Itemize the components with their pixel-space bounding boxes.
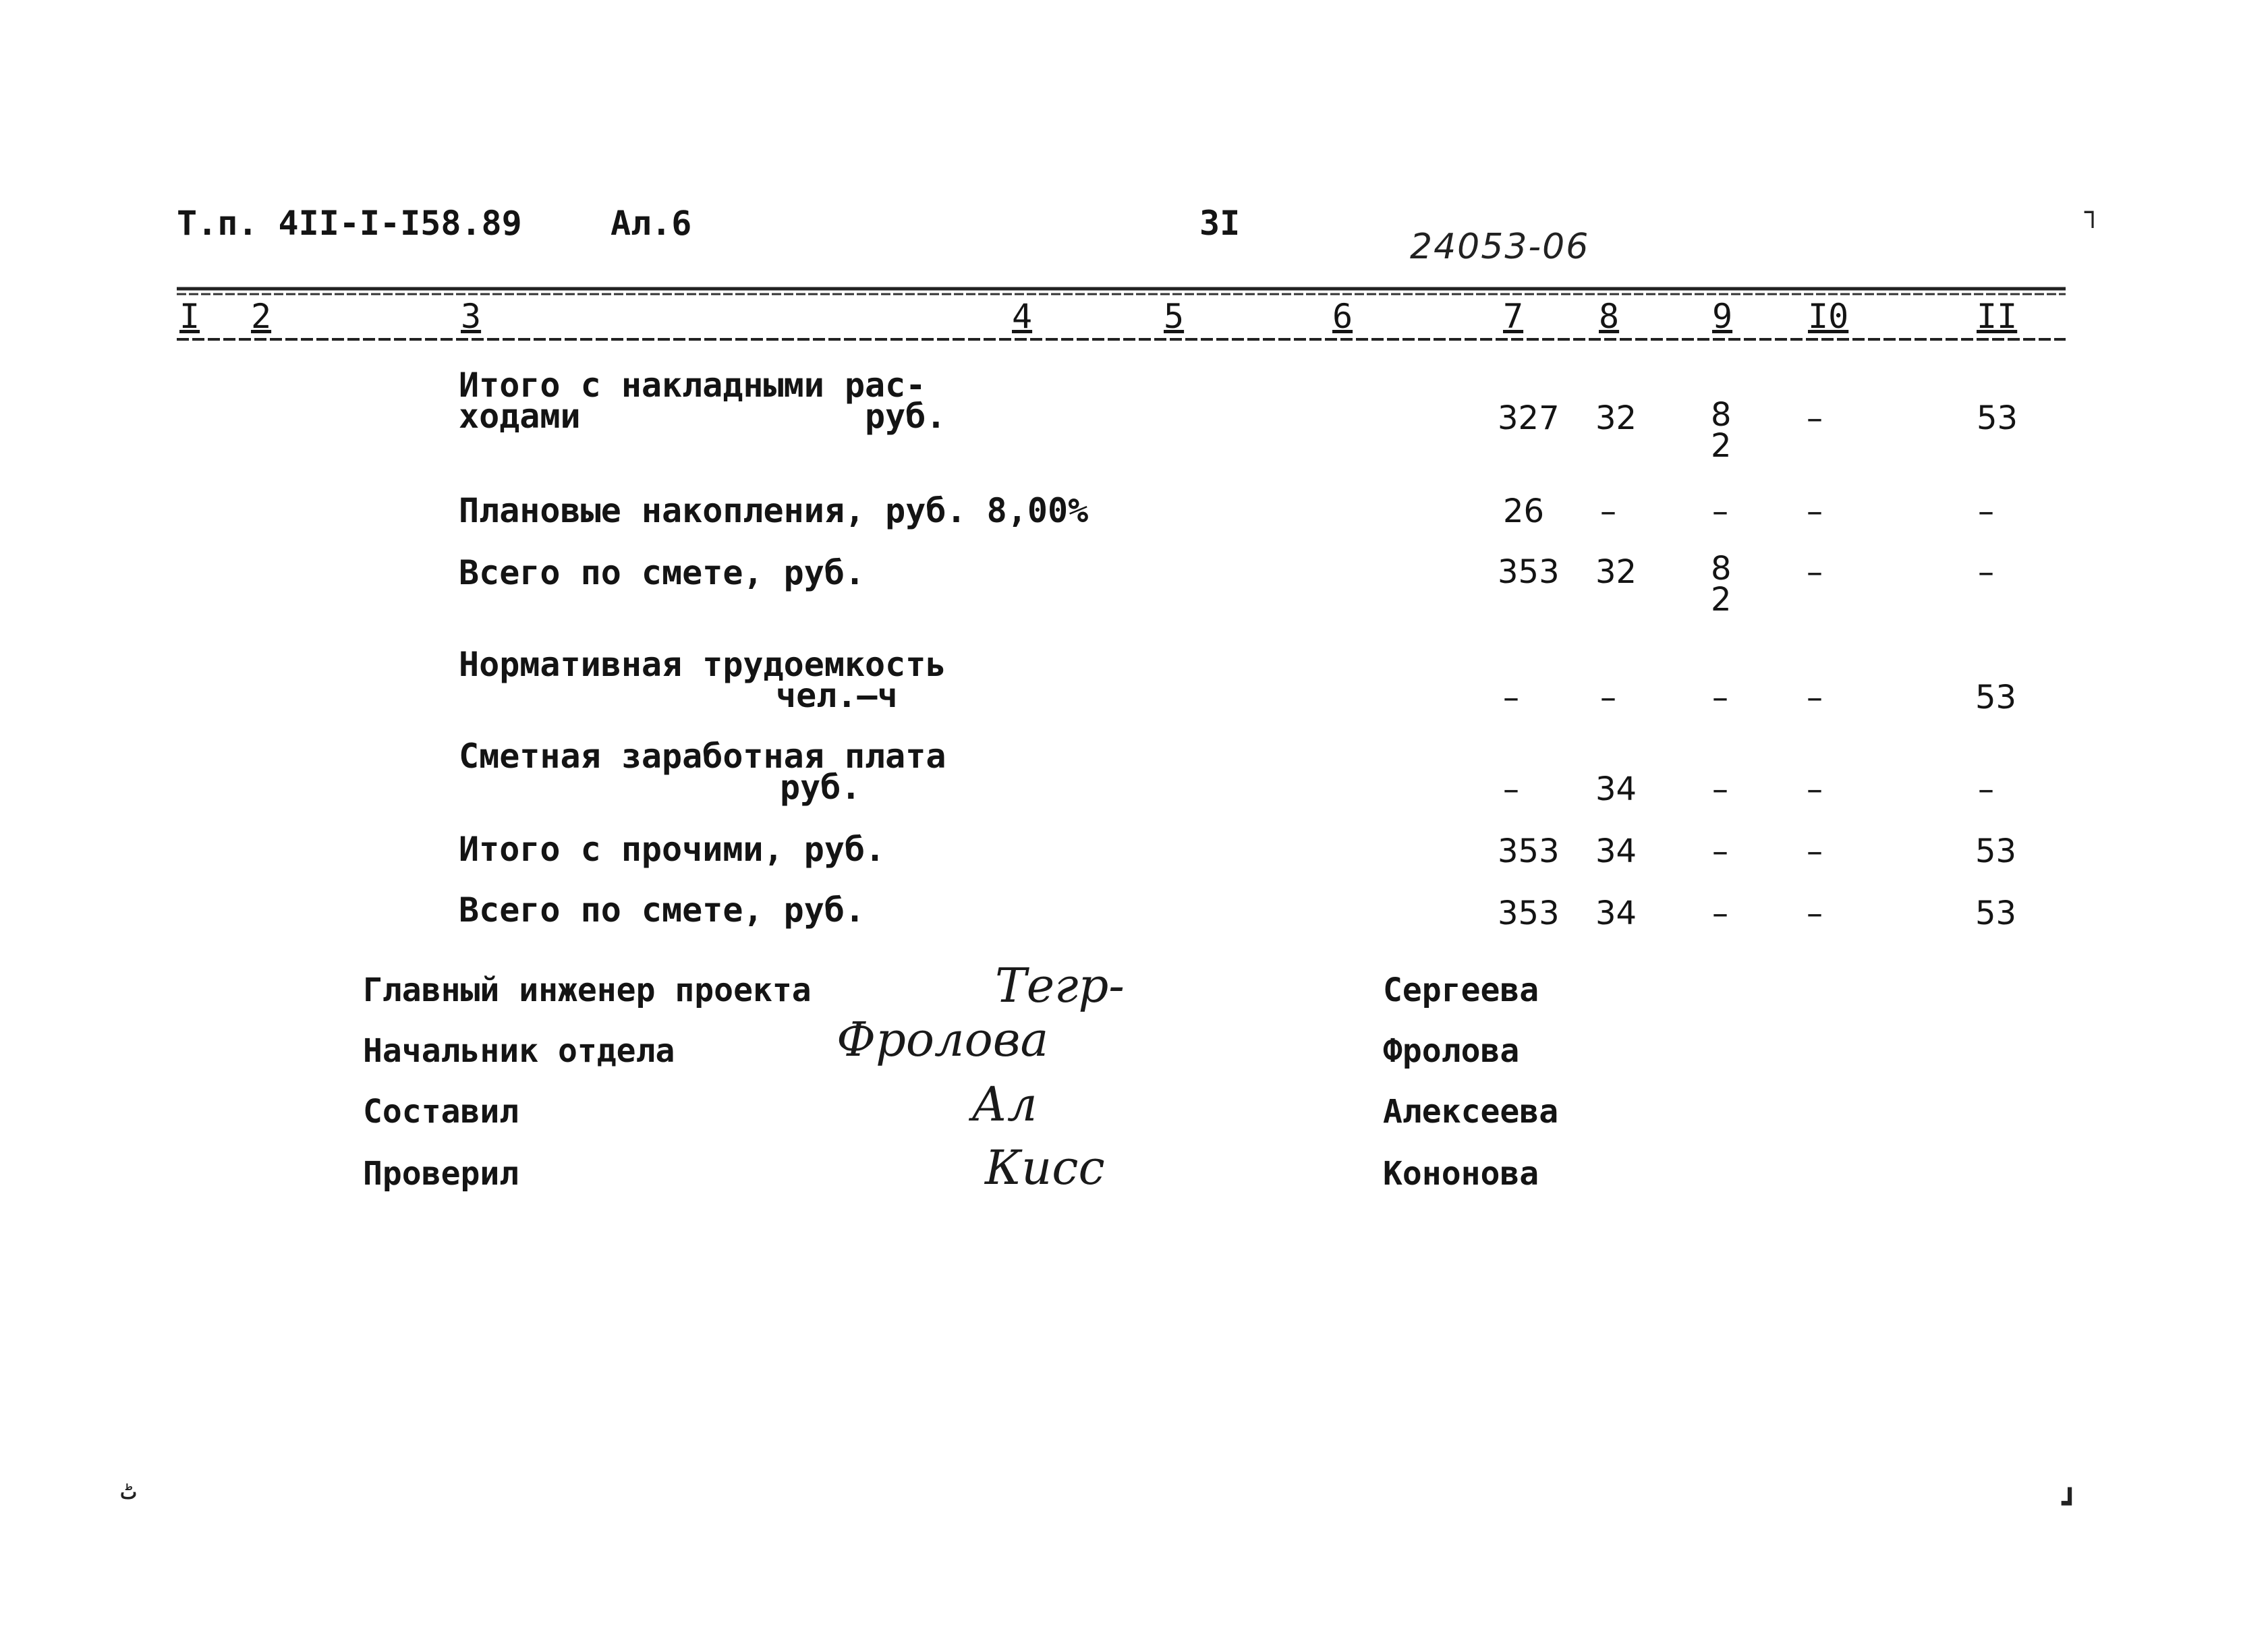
cell-col9: – — [1712, 679, 1728, 716]
cell-col11: 53 — [1975, 832, 2017, 870]
signature-image: Кисс — [985, 1140, 1105, 1195]
signature-image: Тегр- — [995, 958, 1125, 1013]
cell-col7: 327 — [1498, 399, 1560, 437]
cell-col7: – — [1503, 770, 1519, 808]
column-number: 8 — [1599, 297, 1620, 336]
cell-col8: 32 — [1595, 553, 1637, 591]
row-label-line: Плановые накопления, руб. 8,00% — [459, 491, 1089, 530]
row-label — [459, 890, 866, 930]
row-label-line: Всего по смете, руб. — [459, 553, 866, 592]
cell-col10: – — [1807, 399, 1823, 437]
cell-col9-top: 8 — [1711, 396, 1732, 434]
corner-mark-icon: ┐ — [2085, 197, 2101, 228]
cell-col9: – — [1712, 895, 1728, 932]
signer-role: Проверил — [363, 1155, 519, 1193]
signer-name: Сергеева — [1383, 971, 1539, 1009]
cell-col9 — [1711, 396, 1732, 465]
header-rule-bottom — [177, 333, 2066, 347]
corner-mark-icon: ٹ — [120, 1475, 137, 1506]
column-number: 5 — [1164, 297, 1185, 336]
page-number: 3I — [1199, 204, 1241, 243]
cell-col8: 34 — [1595, 832, 1637, 870]
signer-role: Главный инженер проекта — [363, 971, 812, 1009]
cell-col7: 353 — [1498, 895, 1560, 932]
cell-col9: – — [1712, 492, 1728, 530]
cell-col11: – — [1978, 492, 1994, 530]
cell-col7: 26 — [1503, 492, 1545, 530]
cell-col8: 32 — [1595, 399, 1637, 437]
column-number: II — [1977, 297, 2018, 336]
column-number: 9 — [1712, 297, 1733, 336]
cell-col11: 53 — [1977, 399, 2018, 437]
column-number: 3 — [461, 297, 482, 336]
column-number: 2 — [251, 297, 272, 336]
corner-mark-icon: ┛ — [2062, 1488, 2078, 1519]
signer-role: Начальник отдела — [363, 1032, 675, 1070]
cell-col8: 34 — [1595, 770, 1637, 808]
project-code: Т.п. 4II-I-I58.89 — [177, 204, 522, 243]
cell-col8: 34 — [1595, 895, 1637, 932]
cell-col11: 53 — [1975, 895, 2017, 932]
row-label — [459, 737, 946, 807]
cell-col10: – — [1807, 492, 1823, 530]
column-number: I — [179, 297, 200, 336]
row-label-line: Сметная заработная плата — [459, 737, 946, 776]
cell-col7: 353 — [1498, 553, 1560, 591]
cell-col9-bottom: 2 — [1711, 427, 1732, 465]
album-number: Ал.6 — [611, 204, 692, 243]
handwritten-number: 24053-06 — [1410, 227, 1590, 267]
signer-name: Алексеева — [1383, 1093, 1559, 1131]
cell-col8: – — [1600, 492, 1616, 530]
cell-col11: – — [1978, 553, 1994, 591]
cell-col7: 353 — [1498, 832, 1560, 870]
cell-col10: – — [1807, 832, 1823, 870]
signature-image: Фролова — [837, 1012, 1049, 1067]
row-label-line: Нормативная трудоемкость — [459, 645, 946, 684]
column-number: 4 — [1012, 297, 1033, 336]
column-number: 7 — [1503, 297, 1524, 336]
row-label — [459, 491, 1089, 530]
cell-col10: – — [1807, 895, 1823, 932]
header-rule-top — [177, 283, 2066, 300]
row-label — [459, 553, 866, 592]
cell-col9: – — [1712, 770, 1728, 808]
cell-col9: – — [1712, 832, 1728, 870]
row-label — [459, 645, 946, 715]
cell-col7: – — [1503, 679, 1519, 716]
row-label — [459, 366, 946, 436]
row-label-line: Итого с накладными рас- — [459, 366, 926, 405]
row-label-line: чел.–ч — [776, 676, 898, 715]
cell-col8: – — [1600, 679, 1616, 716]
cell-col10: – — [1807, 679, 1823, 716]
row-label-line: Всего по смете, руб. — [459, 890, 866, 930]
column-number: 6 — [1332, 297, 1353, 336]
row-label-line: ходами руб. — [459, 397, 946, 436]
cell-col11: – — [1978, 770, 1994, 808]
signer-name: Фролова — [1383, 1032, 1520, 1070]
signature-image: Ал — [971, 1077, 1038, 1132]
cell-col11: 53 — [1975, 679, 2017, 716]
signer-name: Кононова — [1383, 1155, 1539, 1193]
cell-col9-bottom: 2 — [1711, 581, 1732, 619]
row-label-line: Итого с прочими, руб. — [459, 830, 886, 869]
cell-col9 — [1711, 550, 1732, 619]
cell-col9-top: 8 — [1711, 550, 1732, 588]
signer-role: Составил — [363, 1093, 519, 1131]
row-label — [459, 830, 886, 869]
cell-col10: – — [1807, 553, 1823, 591]
row-label-line: руб. — [780, 768, 861, 807]
cell-col10: – — [1807, 770, 1823, 808]
column-number: I0 — [1808, 297, 1849, 336]
